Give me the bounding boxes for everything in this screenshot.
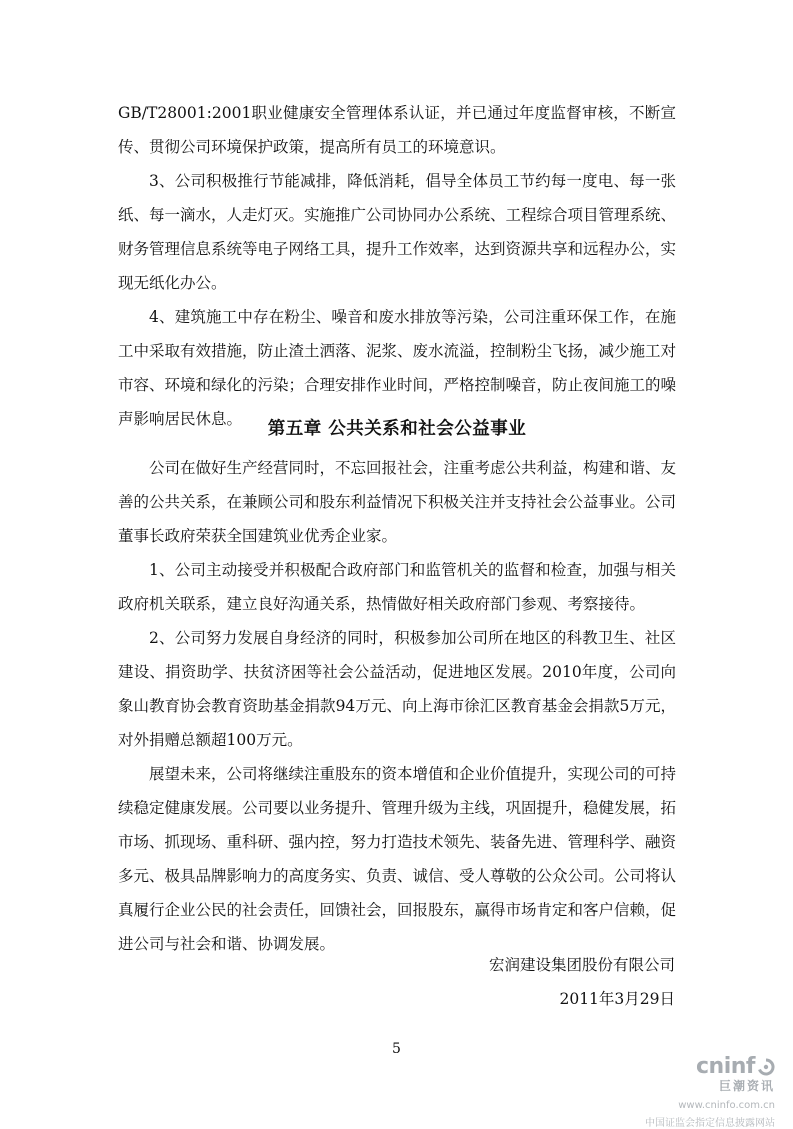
- paragraph-energy-saving: 3、公司积极推行节能减排，降低消耗，倡导全体员工节约每一度电、每一张纸、每一滴水，人走灯灭。实施推广公司协同办公系统、工程综合项目管理系统、财务管理信息系统等电子网络工具，提升工作效率，达到资源共享和远程办公，实现无纸化办公。: [118, 172, 677, 292]
- body-text-bottom: [118, 451, 676, 961]
- signature-date: 2011年3月29日: [559, 990, 675, 1008]
- cninfo-url[interactable]: www.cninfo.com.cn: [678, 1100, 775, 1111]
- cninfo-logo-text: cninf: [696, 1054, 755, 1079]
- paragraph-donations: 2、公司努力发展自身经济的同时，积极参加公司所在地区的科教卫生、社区建设、捐资助学、扶贫济困等社会公益活动，促进地区发展。2010年度，公司向象山教育协会教育资助基金捐款94万元、向上海市徐汇区教育基金会捐款5万元，对外捐赠总额超100万元。: [118, 629, 676, 749]
- paragraph-public-relations: 公司在做好生产经营同时，不忘回报社会，注重考虑公共利益，构建和谐、友善的公共关系，在兼顾公司和股东利益情况下积极关注并支持社会公益事业。公司董事长政府荣获全国建筑业优秀企业家。: [118, 459, 677, 545]
- cninfo-watermark: [625, 1054, 775, 1129]
- paragraph-supervision: 1、公司主动接受并积极配合政府部门和监管机关的监督和检查，加强与相关政府机关联系，建立良好沟通关系，热情做好相关政府部门参观、考察接待。: [118, 561, 676, 613]
- paragraph-outlook: 展望未来，公司将继续注重股东的资本增值和企业价值提升，实现公司的可持续稳定健康发展。公司要以业务提升、管理升级为主线，巩固提升，稳健发展，拓市场、抓现场、重科研、强内控，努力打造技术领先、装备先进、管理科学、融资多元、极具品牌影响力的高度务实、负责、诚信、受人尊敬的公众公司。公司将认真履行企业公民的社会责任，回馈社会，回报股东，赢得市场肯定和客户信赖，促进公司与社会和谐、协调发展。: [118, 765, 677, 953]
- cninfo-logo: [696, 1054, 775, 1079]
- paragraph-construction-pollution: 4、建筑施工中存在粉尘、噪音和废水排放等污染，公司注重环保工作，在施工中采取有效措施，防止渣土洒落、泥浆、废水流溢，控制粉尘飞扬，减少施工对市容、环境和绿化的污染；合理安排作业时间，严格控制噪音，防止夜间施工的噪声影响居民休息。: [118, 308, 677, 428]
- cninfo-brand: 巨潮资讯: [718, 1079, 775, 1093]
- paragraph-cert-continued: GB/T28001:2001职业健康安全管理体系认证，并已通过年度监督审核，不断宣传、贯彻公司环境保护政策，提高所有员工的环境意识。: [118, 104, 676, 156]
- chapter-heading-block: [118, 412, 676, 446]
- cninfo-swirl-icon: [757, 1058, 775, 1076]
- body-text-top: [118, 96, 676, 436]
- cninfo-note: 中国证监会指定信息披露网站: [645, 1118, 775, 1129]
- page-number: 5: [392, 1041, 401, 1057]
- signature-company: 宏润建设集团股份有限公司: [488, 956, 675, 974]
- chapter-title: 第五章 公共关系和社会公益事业: [267, 419, 527, 439]
